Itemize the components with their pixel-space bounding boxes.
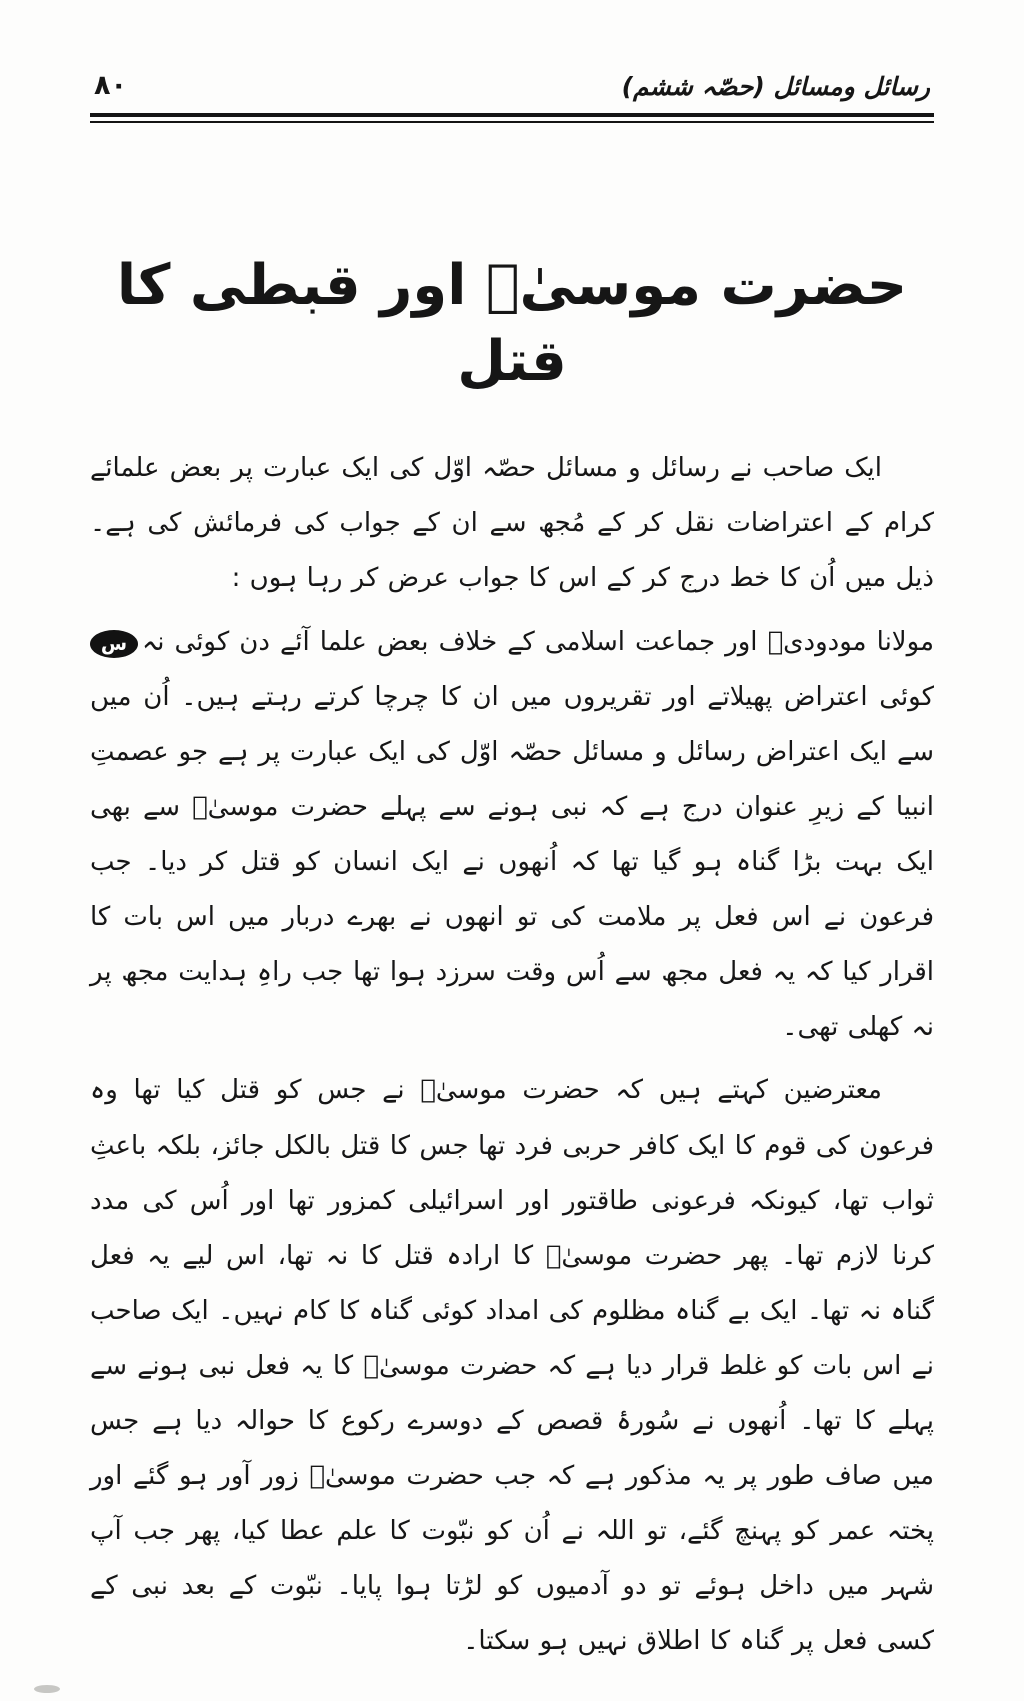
article-title: حضرت موسیٰؑ اور قبطی کا قتل: [116, 253, 908, 394]
page-body: [90, 248, 934, 1670]
question-paragraph-1: [90, 615, 934, 1056]
header-rule: [90, 113, 934, 123]
question-paragraph-2: [90, 1063, 934, 1669]
question-marker-letter: س: [100, 632, 128, 655]
scan-artifact: [34, 1685, 60, 1693]
page-number: ۸۰: [94, 70, 127, 101]
page-header: [90, 70, 934, 101]
question-paragraph-2-text: معترضین کہتے ہیں کہ حضرت موسیٰؑ نے جس کو قتل کیا تھا وہ فرعون کی قوم کا ایک کافر حربی فرد تھا جس کا قتل بالکل جائز، بلکہ باعثِ ثواب تھا، کیونکہ فرعونی طاقتور اور اسرائیلی کمزور تھا اور اُس کی مدد کرنا لازم تھا۔ پھر حضرت موسیٰؑ کا ارادہ قتل کا نہ تھا، اس لیے یہ فعل گناہ نہ تھا۔ ایک بے گناہ مظلوم کی امداد کوئی گناہ کا کام نہیں۔ ایک صاحب نے اس بات کو غلط قرار دیا ہے کہ حضرت موسیٰؑ کا یہ فعل نبی ہونے سے پہلے کا تھا۔ اُنھوں نے سُورۂ قصص کے دوسرے رکوع کا حوالہ دیا ہے جس میں صاف طور پر یہ مذکور ہے کہ جب حضرت موسیٰؑ زور آور ہو گئے اور پختہ عمر کو پہنچ گئے، تو اللہ نے اُن کو نبّوت کا علم عطا کیا، پھر جب آپ شہر میں داخل ہوئے تو دو آدمیوں کو لڑتا ہوا پایا۔ نبّوت کے بعد نبی کے کسی فعل پر گناہ کا اطلاق نہیں ہو سکتا۔: [90, 1075, 934, 1657]
question-paragraph-1-text: مولانا مودودیؒ اور جماعت اسلامی کے خلاف بعض علما آئے دن کوئی نہ کوئی اعتراض پھیلاتے اور تقریروں میں ان کا چرچا کرتے رہتے ہیں۔ اُن میں سے ایک اعتراض رسائل و مسائل حصّہ اوّل کی ایک عبارت پر ہے جو عصمتِ انبیا کے زیرِ عنوان درج ہے کہ نبی ہونے سے پہلے حضرت موسیٰؑ سے بھی ایک بہت بڑا گناہ ہو گیا تھا کہ اُنھوں نے ایک انسان کو قتل کر دیا۔ جب فرعون نے اس فعل پر ملامت کی تو انھوں نے بھرے دربار میں اس بات کا اقرار کیا کہ یہ فعل مجھ سے اُس وقت سرزد ہوا تھا جب راہِ ہدایت مجھ پر نہ کھلی تھی۔: [90, 626, 934, 1043]
intro-paragraph: [90, 441, 934, 606]
intro-paragraph-text: ایک صاحب نے رسائل و مسائل حصّہ اوّل کی ایک عبارت پر بعض علمائے کرام کے اعتراضات نقل کر کے مُجھ سے ان کے جواب کی فرمائش کی ہے۔ ذیل میں اُن کا خط درج کر کے اس کا جواب عرض کر رہا ہوں :: [90, 453, 934, 594]
book-title: رسائل ومسائل (حصّہ ششم): [621, 72, 930, 101]
question-marker: [90, 630, 138, 658]
